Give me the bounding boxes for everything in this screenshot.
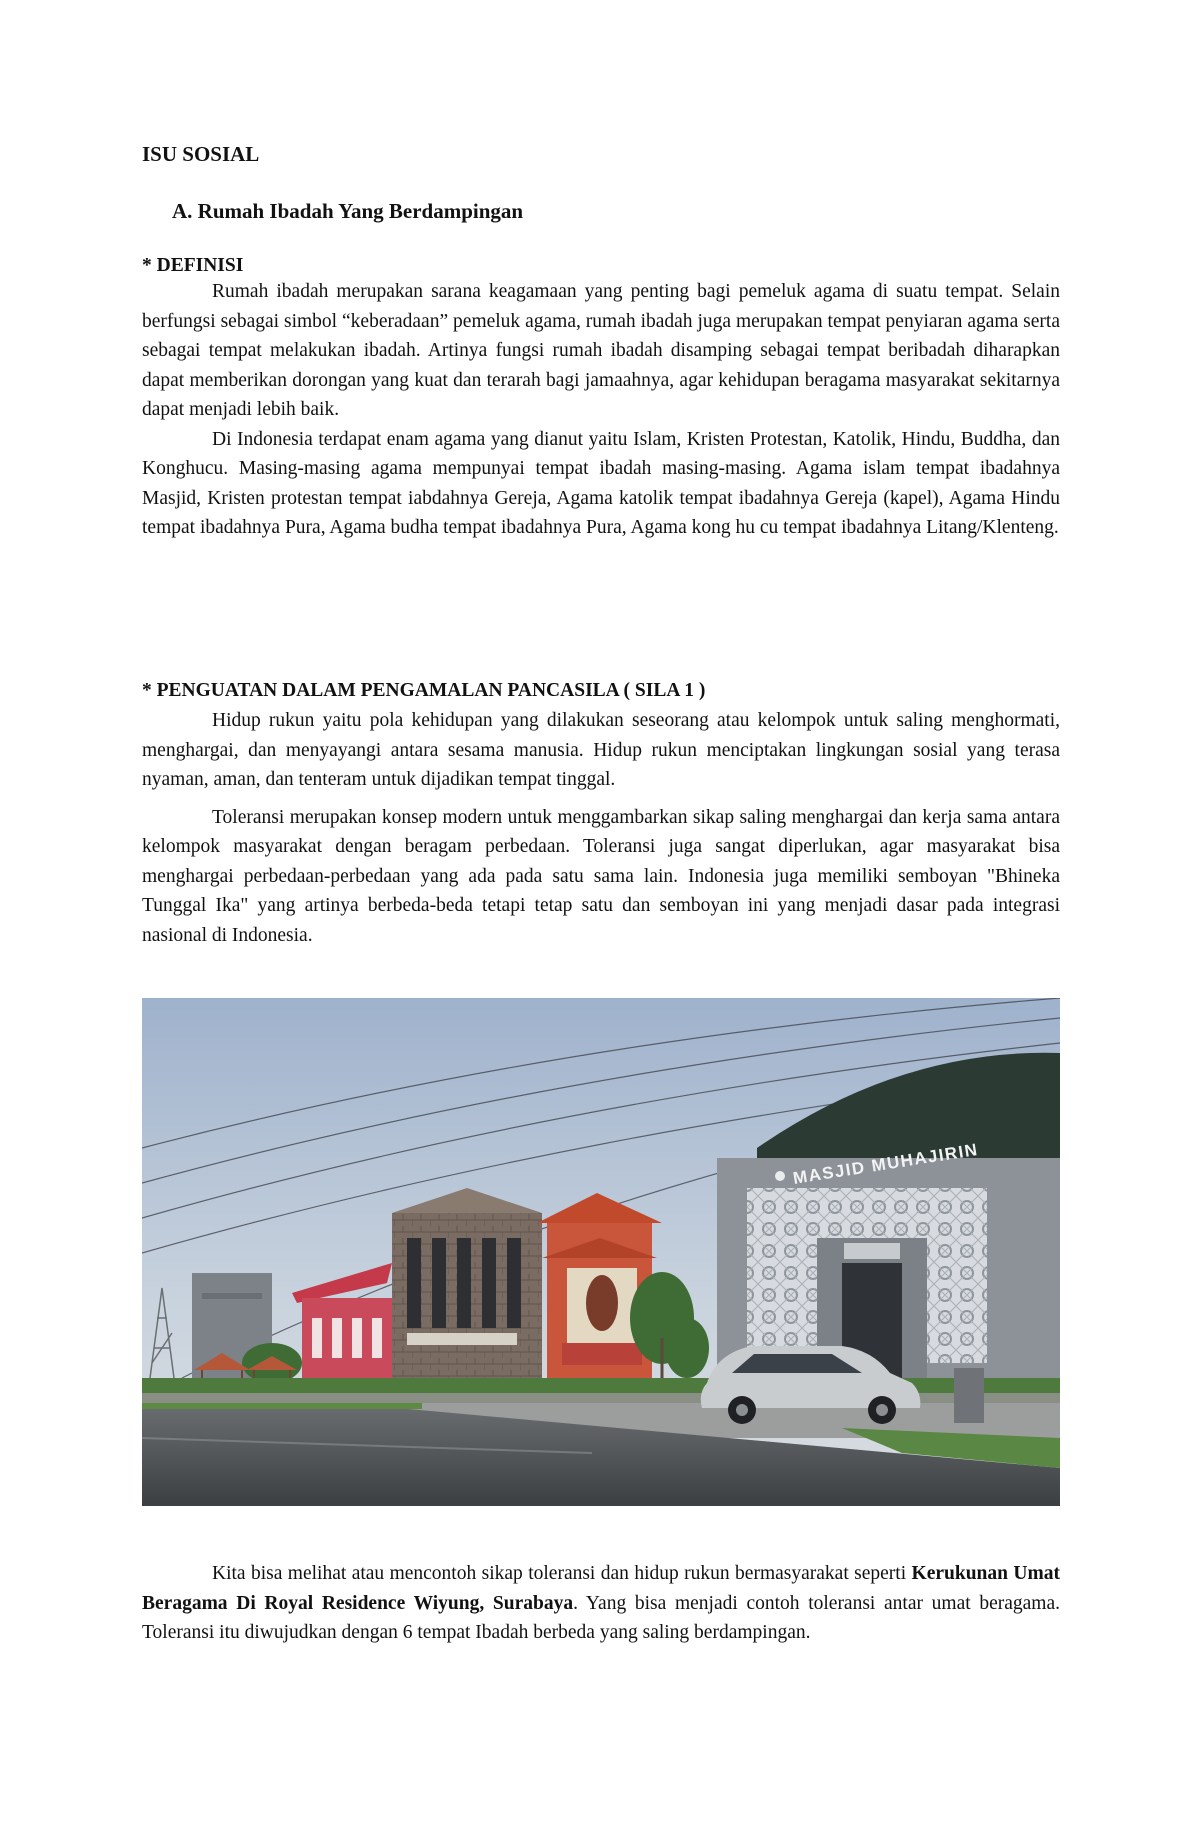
- photo-worship-houses: [142, 998, 1060, 1506]
- closing-text-bold: Kerukunan Umat Beragama Di Royal Residence Wiyung, Surabaya: [142, 1563, 1060, 1614]
- section-heading-pancasila: * PENGUATAN DALAM PENGAMALAN PANCASILA ( SILA 1 ): [142, 680, 706, 701]
- mosque-sign-text: MASJID MUHAJIRIN: [791, 1139, 980, 1188]
- document-subtitle: A. Rumah Ibadah Yang Berdampingan: [172, 199, 524, 223]
- section-heading-definisi: * DEFINISI: [142, 255, 244, 276]
- paragraph-pancasila-1: Hidup rukun yaitu pola kehidupan yang dilakukan seseorang atau kelompok untuk saling menghormati, menghargai, dan menyayangi antara sesama manusia. Hidup rukun menciptakan lingkungan sosial yang terasa nyaman, aman, dan tenteram untuk dijadikan tempat tinggal.: [142, 710, 1060, 790]
- paragraph-definisi-1: Rumah ibadah merupakan sarana keagamaan yang penting bagi pemeluk agama di suatu tempat. Selain berfungsi sebagai simbol “keberadaan” pemeluk agama, rumah ibadah juga merupakan tempat penyiaran agama serta sebagai tempat melakukan ibadah. Artinya fungsi rumah ibadah disamping sebagai tempat beribadah diharapkan dapat memberikan dorongan yang kuat dan terarah bagi jamaahnya, agar kehidupan beragama masyarakat sekitarnya dapat menjadi lebih baik.: [142, 281, 1060, 420]
- section-definisi: [142, 255, 1060, 543]
- paragraph-definisi-2: Di Indonesia terdapat enam agama yang dianut yaitu Islam, Kristen Protestan, Katolik, Hindu, Buddha, dan Konghucu. Masing-masing agama mempunyai tempat ibadah masing-masing. Agama islam tempat ibadahnya Masjid, Kristen protestan tempat iabdahnya Gereja, Agama katolik tempat ibadahnya Gereja (kapel), Agama Hindu tempat ibadahnya Pura, Agama budha tempat ibadahnya Pura, Agama kong hu cu tempat ibadahnya Litang/Klenteng.: [142, 428, 1060, 538]
- paragraph-closing: [142, 1559, 1060, 1648]
- paragraph-pancasila-2: Toleransi merupakan konsep modern untuk menggambarkan sikap saling menghargai dan kerja sama antara kelompok masyarakat dengan beragam perbedaan. Toleransi juga sangat diperlukan, agar masyarakat bisa menghargai perbedaan-perbedaan yang ada pada satu sama lain. Indonesia juga memiliki semboyan "Bhineka Tunggal Ika" yang artinya berbeda-beda tetapi tetap satu dan semboyan ini yang menjadi dasar pada integrasi nasional di Indonesia.: [142, 806, 1060, 946]
- section-closing: [142, 1559, 1060, 1648]
- section-pancasila: [142, 680, 1060, 950]
- document-title: ISU SOSIAL: [142, 142, 260, 166]
- closing-text-before: Kita bisa melihat atau mencontoh sikap toleransi dan hidup rukun bermasyarakat seperti: [212, 1563, 912, 1584]
- closing-text-after: . Yang bisa menjadi contoh toleransi antar umat beragama. Toleransi itu diwujudkan dengan 6 tempat Ibadah berbeda yang saling berdampingan.: [142, 1592, 1060, 1643]
